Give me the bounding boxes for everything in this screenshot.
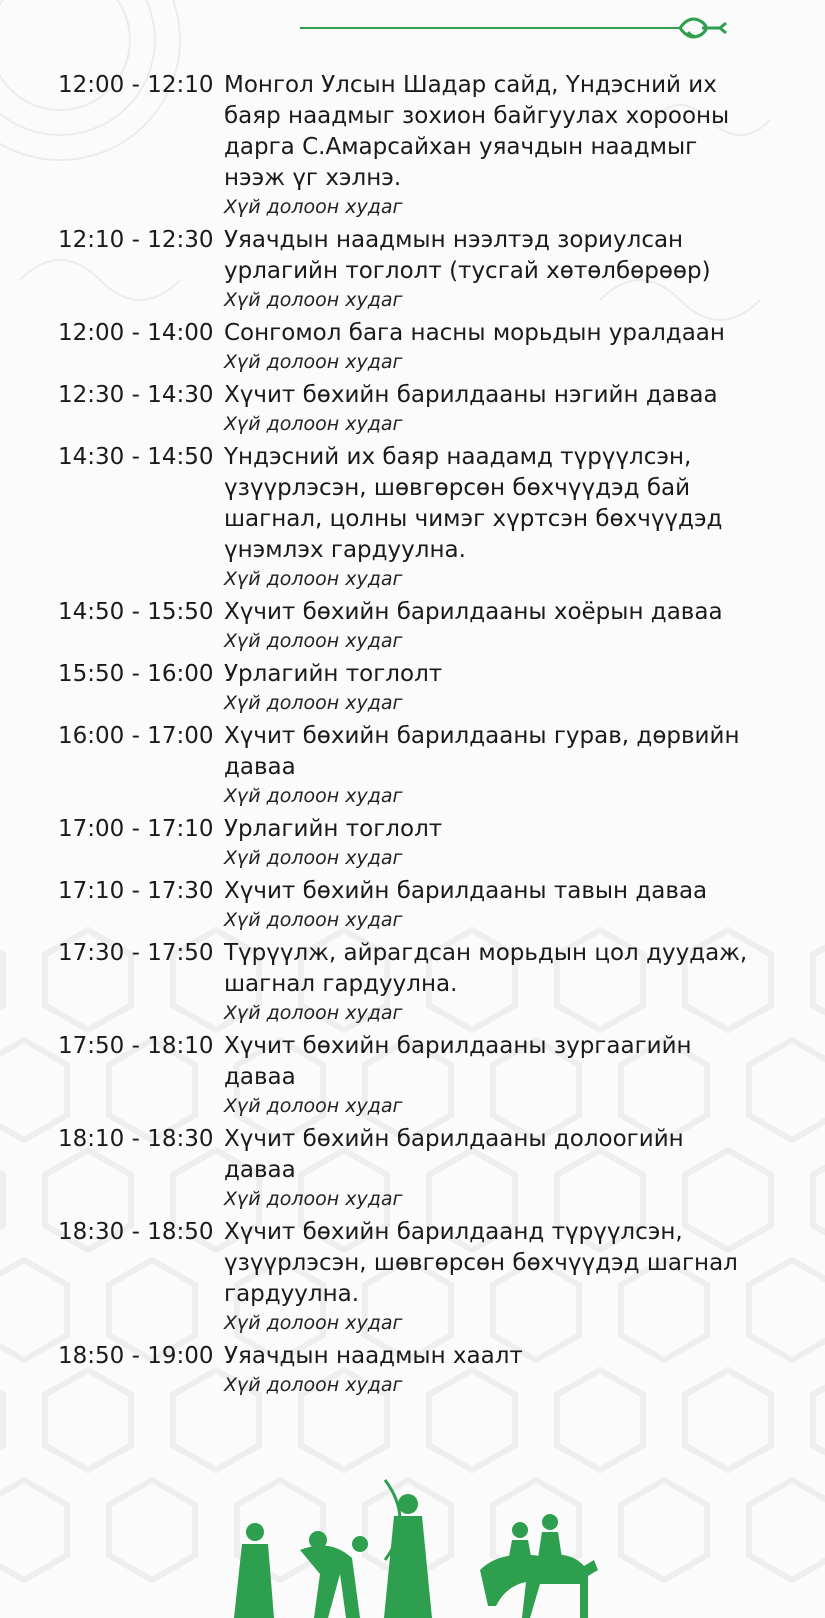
event-title: Хүчит бөхийн барилдааны тавын даваа (224, 878, 708, 904)
event-time: 17:50 - 18:10 (58, 1033, 214, 1059)
event-detail (224, 721, 758, 812)
event-detail (224, 938, 758, 1029)
event-venue: Хүй долоон худаг (224, 630, 403, 652)
event-venue: Хүй долоон худаг (224, 413, 403, 435)
sports-silhouettes (220, 1470, 640, 1618)
hex-motif (0, 1150, 3, 1250)
event-time: 12:00 - 12:10 (58, 72, 214, 98)
hex-motif (749, 1040, 825, 1140)
schedule-item (58, 814, 758, 874)
event-detail (224, 318, 758, 378)
event-detail (224, 1124, 758, 1215)
event-title: Хүчит бөхийн барилдааны зургаагийн даваа (224, 1033, 692, 1090)
event-title: Урлагийн тоглолт (224, 816, 443, 842)
schedule-item (58, 597, 758, 657)
event-detail (224, 876, 758, 936)
schedule-item (58, 876, 758, 936)
event-detail (224, 1341, 758, 1401)
schedule-item (58, 442, 758, 595)
hex-motif (0, 1480, 67, 1580)
schedule-item (58, 1341, 758, 1401)
schedule-item (58, 70, 758, 223)
event-title: Урлагийн тоглолт (224, 661, 443, 687)
event-title: Хүчит бөхийн барилдааны нэгийн даваа (224, 382, 718, 408)
schedule-list (58, 70, 758, 1403)
event-title: Хүчит бөхийн барилдаанд түрүүлсэн, үзүүрлэсэн, шөвгөрсөн бөхчүүдэд шагнал гардуулна. (224, 1219, 738, 1307)
hex-motif (813, 1150, 825, 1250)
event-venue: Хүй долоон худаг (224, 196, 403, 218)
event-venue: Хүй долоон худаг (224, 785, 403, 807)
hex-motif (0, 930, 3, 1030)
schedule-item (58, 721, 758, 812)
event-venue: Хүй долоон худаг (224, 351, 403, 373)
event-venue: Хүй долоон худаг (224, 1188, 403, 1210)
event-venue: Хүй долоон худаг (224, 847, 403, 869)
event-detail (224, 814, 758, 874)
event-time: 17:00 - 17:10 (58, 816, 214, 842)
hex-motif (749, 1480, 825, 1580)
event-title: Уяачдын наадмын нээлтэд зориулсан урлагийн тоглолт (тусгай хөтөлбөрөөр) (224, 227, 711, 284)
event-time: 15:50 - 16:00 (58, 661, 214, 687)
event-time: 18:10 - 18:30 (58, 1126, 214, 1152)
event-venue: Хүй долоон худаг (224, 1374, 403, 1396)
event-time: 18:50 - 19:00 (58, 1343, 214, 1369)
event-time: 17:10 - 17:30 (58, 878, 214, 904)
event-detail (224, 1031, 758, 1122)
event-detail (224, 442, 758, 595)
event-title: Хүчит бөхийн барилдааны хоёрын даваа (224, 599, 723, 625)
event-venue: Хүй долоон худаг (224, 289, 403, 311)
event-detail (224, 225, 758, 316)
schedule-item (58, 938, 758, 1029)
event-time: 14:50 - 15:50 (58, 599, 214, 625)
schedule-item (58, 1217, 758, 1339)
top-ornament (300, 8, 740, 48)
event-venue: Хүй долоон худаг (224, 568, 403, 590)
event-title: Хүчит бөхийн барилдааны гурав, дөрвийн даваа (224, 723, 740, 780)
schedule-item (58, 1031, 758, 1122)
hex-motif (749, 1260, 825, 1360)
schedule-item (58, 380, 758, 440)
schedule-item (58, 318, 758, 378)
event-detail (224, 1217, 758, 1339)
hex-motif (0, 1370, 3, 1470)
hex-motif (813, 930, 825, 1030)
schedule-item (58, 225, 758, 316)
event-time: 14:30 - 14:50 (58, 444, 214, 470)
event-time: 12:30 - 14:30 (58, 382, 214, 408)
event-venue: Хүй долоон худаг (224, 909, 403, 931)
event-title: Сонгомол бага насны морьдын уралдаан (224, 320, 725, 346)
event-time: 16:00 - 17:00 (58, 723, 214, 749)
event-title: Уяачдын наадмын хаалт (224, 1343, 523, 1369)
event-title: Үндэсний их баяр наадамд түрүүлсэн, үзүүрлэсэн, шөвгөрсөн бөхчүүдэд бай шагнал, цолны чимэг хүртсэн бөхчүүдэд үнэмлэх гардуулна. (224, 444, 723, 563)
event-time: 12:00 - 14:00 (58, 320, 214, 346)
hex-motif (109, 1480, 196, 1580)
event-title: Түрүүлж, айрагдсан морьдын цол дуудаж, шагнал гардуулна. (224, 940, 748, 997)
event-detail (224, 70, 758, 223)
event-detail (224, 659, 758, 719)
event-venue: Хүй долоон худаг (224, 1095, 403, 1117)
schedule-item (58, 659, 758, 719)
event-time: 18:30 - 18:50 (58, 1219, 214, 1245)
event-title: Хүчит бөхийн барилдааны долоогийн даваа (224, 1126, 684, 1183)
hex-motif (813, 1370, 825, 1470)
schedule-item (58, 1124, 758, 1215)
event-venue: Хүй долоон худаг (224, 1002, 403, 1024)
event-venue: Хүй долоон худаг (224, 692, 403, 714)
event-detail (224, 380, 758, 440)
event-detail (224, 597, 758, 657)
event-title: Монгол Улсын Шадар сайд, Үндэсний их баяр наадмыг зохион байгуулах хорооны дарга С.Амарсайхан уяачдын наадмыг нээж үг хэлнэ. (224, 72, 730, 191)
event-time: 12:10 - 12:30 (58, 227, 214, 253)
event-time: 17:30 - 17:50 (58, 940, 214, 966)
event-venue: Хүй долоон худаг (224, 1312, 403, 1334)
